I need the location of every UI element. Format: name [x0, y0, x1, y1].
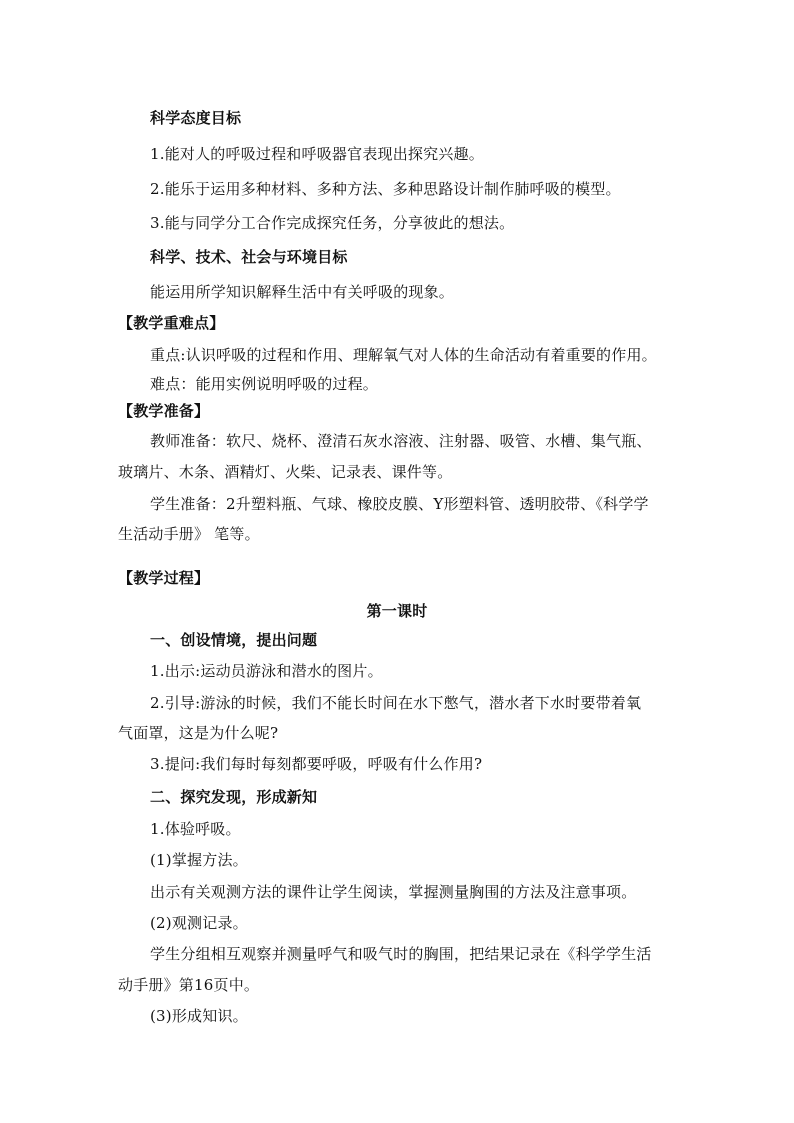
- section-2-sub-2-line-1: 学生分组相互观察并测量呼气和吸气时的胸围，把结果记录在《科学学生活: [150, 945, 652, 963]
- section-1-heading: 一、创设情境，提出问题: [150, 631, 318, 649]
- section-2-sub-1: (1)掌握方法。: [150, 851, 248, 869]
- section-1-item-2-line-2: 气面罩，这是为什么呢?: [118, 724, 279, 742]
- key-points-focus: 重点:认识呼吸的过程和作用、理解氧气对人体的生命活动有着重要的作用。: [150, 346, 657, 364]
- student-preparation-line-2: 生活动手册》 笔等。: [118, 525, 260, 543]
- attitude-heading: 科学态度目标: [150, 109, 242, 127]
- lesson-title: 第一课时: [366, 602, 428, 620]
- attitude-item-2: 2.能乐于运用多种材料、多种方法、多种思路设计制作肺呼吸的模型。: [150, 180, 621, 198]
- stse-text: 能运用所学知识解释生活中有关呼吸的现象。: [150, 283, 455, 301]
- section-1-item-3: 3.提问:我们每时每刻都要呼吸，呼吸有什么作用?: [150, 755, 483, 773]
- attitude-item-3: 3.能与同学分工合作完成探究任务，分享彼此的想法。: [150, 214, 515, 232]
- attitude-item-1: 1.能对人的呼吸过程和呼吸器官表现出探究兴趣。: [150, 145, 484, 163]
- section-1-item-2-line-1: 2.引导:游泳的时候，我们不能长时间在水下憋气，潜水者下水时要带着氧: [150, 694, 642, 712]
- section-2-item-1: 1.体验呼吸。: [150, 820, 241, 838]
- teacher-preparation-line-1: 教师准备：软尺、烧杯、澄清石灰水溶液、注射器、吸管、水槽、集气瓶、: [150, 432, 652, 450]
- section-2-sub-3: (3)形成知识。: [150, 1007, 248, 1025]
- section-2-sub-2: (2)观测记录。: [150, 914, 248, 932]
- section-2-sub-2-line-2: 动手册》第16页中。: [118, 976, 260, 994]
- section-2-heading: 二、探究发现，形成新知: [150, 788, 318, 806]
- process-heading: 【教学过程】: [118, 569, 210, 587]
- student-preparation-line-1: 学生准备：2升塑料瓶、气球、橡胶皮膜、Y形塑料管、透明胶带、《科学学: [150, 495, 649, 513]
- preparation-heading: 【教学准备】: [118, 402, 210, 420]
- section-2-sub-1-text: 出示有关观测方法的课件让学生阅读，掌握测量胸围的方法及注意事项。: [150, 883, 637, 901]
- stse-heading: 科学、技术、社会与环境目标: [150, 248, 348, 266]
- teacher-preparation-line-2: 玻璃片、木条、酒精灯、火柴、记录表、课件等。: [118, 463, 453, 481]
- key-points-heading: 【教学重难点】: [118, 314, 225, 332]
- section-1-item-1: 1.出示:运动员游泳和潜水的图片。: [150, 662, 383, 680]
- key-points-difficulty: 难点：能用实例说明呼吸的过程。: [150, 375, 379, 393]
